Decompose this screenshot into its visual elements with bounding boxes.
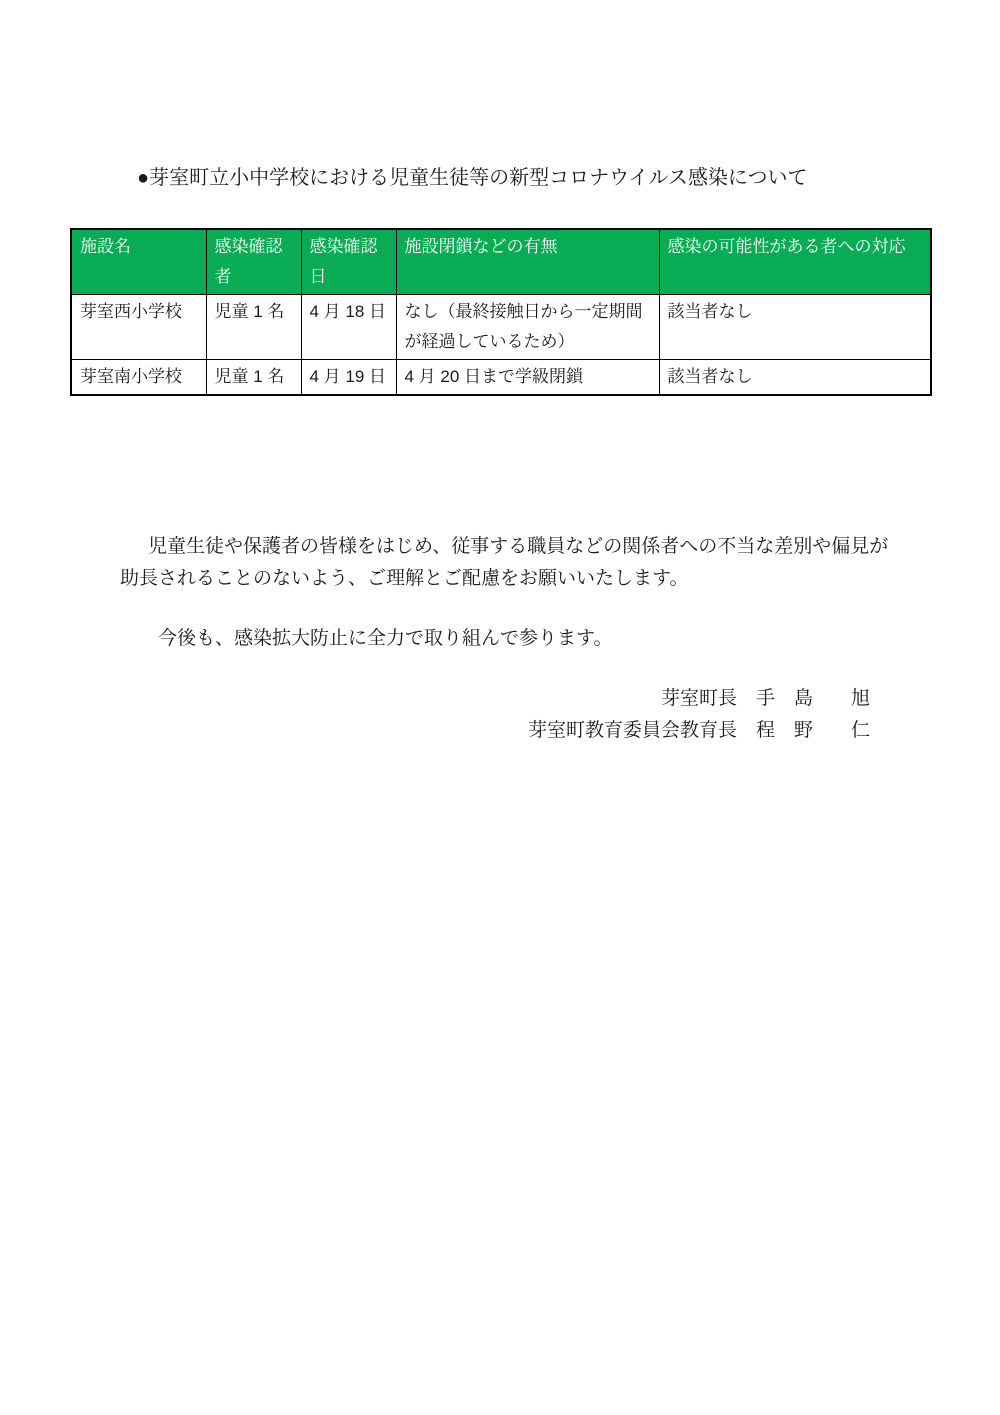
- cell-confirmed-person: 児童 1 名: [206, 295, 301, 360]
- signature-superintendent: 芽室町教育委員会教育長 程 野 仁: [527, 720, 870, 741]
- cell-confirmed-date: 4 月 19 日: [301, 360, 396, 396]
- cell-contact-response: 該当者なし: [659, 360, 931, 396]
- cell-closure-status: 4 月 20 日まで学級閉鎖: [396, 360, 659, 396]
- header-cell-confirmed-date: 感染確認日: [301, 229, 396, 295]
- cell-closure-status: なし（最終接触日から一定期間が経過しているため）: [396, 295, 659, 360]
- cell-facility: 芽室西小学校: [71, 295, 206, 360]
- infection-status-table: [70, 228, 932, 396]
- header-cell-confirmed-person: 感染確認者: [206, 229, 301, 295]
- table-row-memuro-minami: [71, 360, 931, 396]
- cell-confirmed-date: 4 月 18 日: [301, 295, 396, 360]
- paragraph-anti-discrimination-request: 児童生徒や保護者の皆様をはじめ、従事する職員などの関係者への不当な差別や偏見が助長されることのないよう、ご理解とご配慮をお願いいたします。: [120, 536, 889, 589]
- cell-facility: 芽室南小学校: [71, 360, 206, 396]
- cell-confirmed-person: 児童 1 名: [206, 360, 301, 396]
- signature-block: [528, 683, 870, 747]
- paragraph-prevention-commitment: 今後も、感染拡大防止に全力で取り組んで参ります。: [158, 628, 613, 649]
- header-cell-facility: 施設名: [71, 229, 206, 295]
- document-title: ●芽室町立小中学校における児童生徒等の新型コロナウイルス感染について: [137, 167, 808, 189]
- signature-mayor: 芽室町長 手 島 旭: [660, 688, 870, 709]
- table-row-memuro-nishi: [71, 295, 931, 360]
- cell-contact-response: 該当者なし: [659, 295, 931, 360]
- header-cell-closure-status: 施設閉鎖などの有無: [396, 229, 659, 295]
- table-header-row: [71, 229, 931, 295]
- header-cell-contact-response: 感染の可能性がある者への対応: [659, 229, 931, 295]
